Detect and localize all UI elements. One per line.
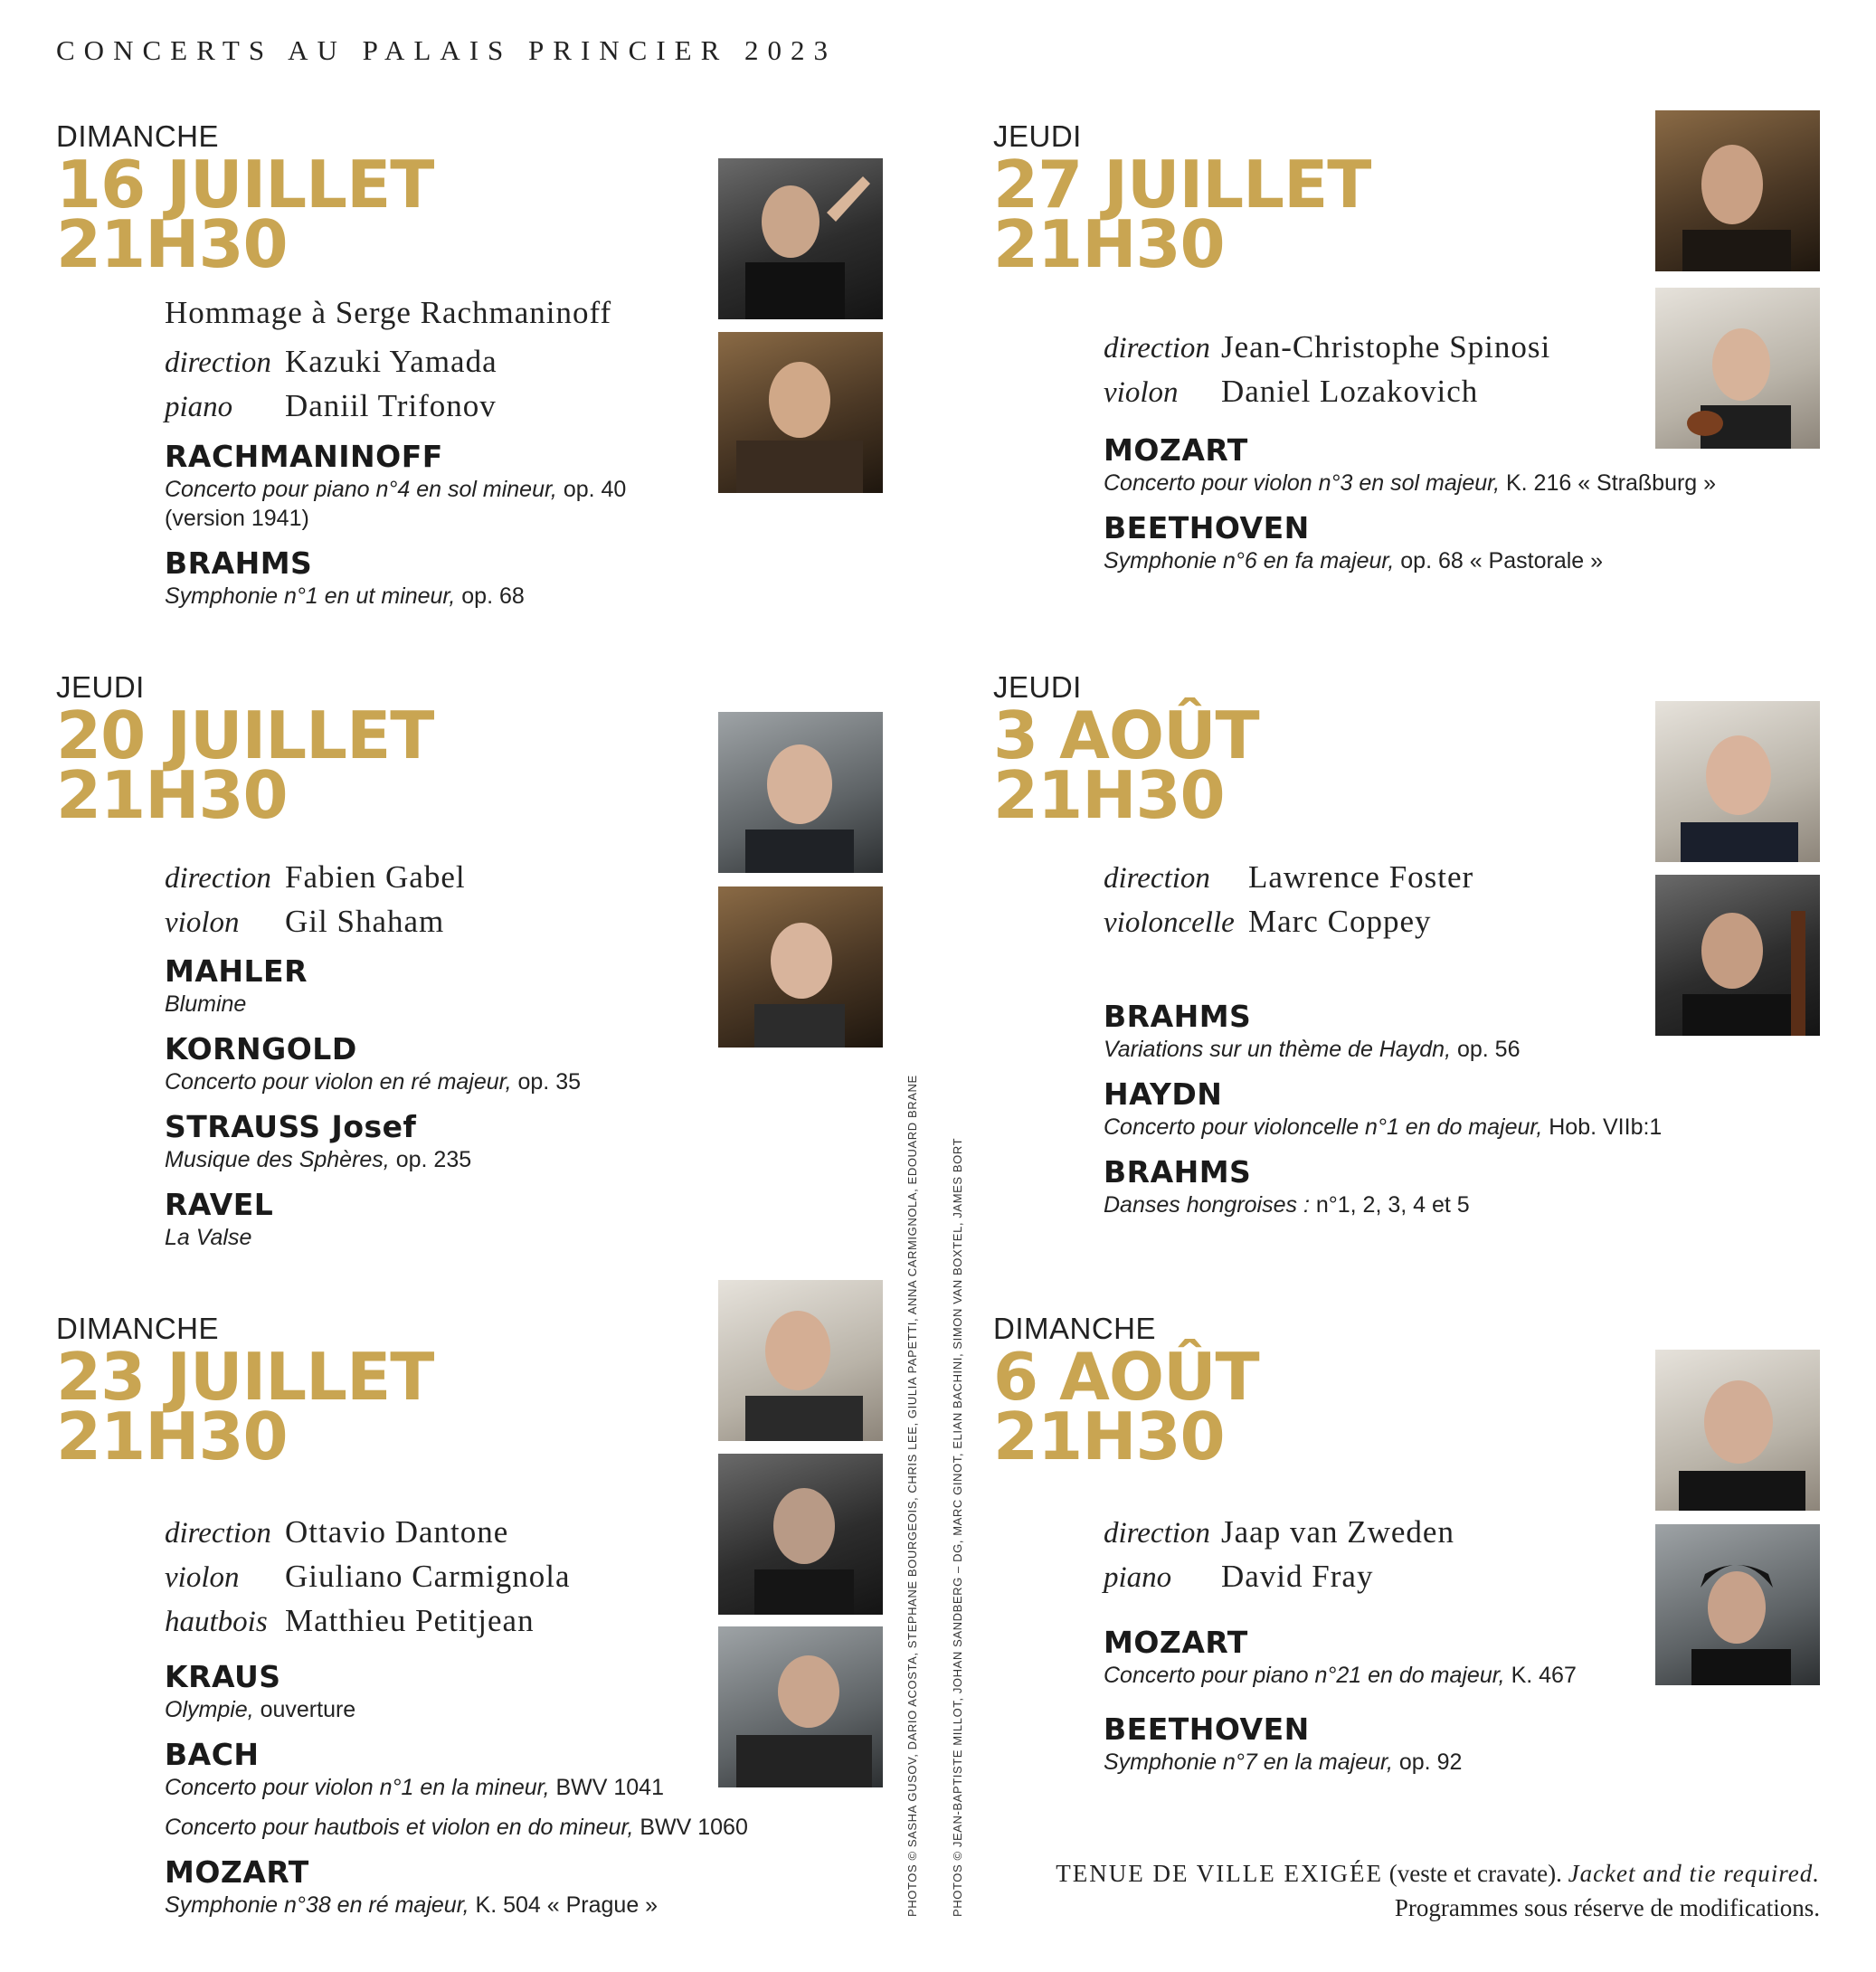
work — [165, 1737, 748, 1842]
performer-name: Ottavio Dantone — [285, 1514, 509, 1550]
violinist-photo — [1655, 288, 1820, 449]
performer-name: Gil Shaham — [285, 904, 445, 939]
performer-name: Fabien Gabel — [285, 859, 466, 895]
performer-role: direction — [1104, 332, 1210, 365]
work — [165, 1031, 581, 1096]
concert-day: JEUDI — [56, 670, 145, 704]
concert-time: 21H30 — [993, 206, 1225, 282]
piece: Musique des Sphères, op. 235 — [165, 1147, 472, 1172]
conductor-photo — [1655, 110, 1820, 271]
composer: KRAUS — [165, 1659, 281, 1694]
program — [1104, 999, 1662, 1232]
concert-time: 21H30 — [993, 1398, 1225, 1474]
performer-role: direction — [165, 1517, 271, 1550]
page-header: CONCERTS AU PALAIS PRINCIER 2023 — [56, 34, 838, 66]
concert-20-juillet — [56, 670, 434, 833]
work — [1104, 1154, 1662, 1219]
piece: Blumine — [165, 991, 247, 1017]
composer: RAVEL — [165, 1187, 274, 1222]
performer-name: Jean-Christophe Spinosi — [1221, 329, 1551, 365]
concert-3-aout — [993, 670, 1259, 833]
performer-name: Daniil Trifonov — [285, 388, 497, 423]
oboist-photo — [718, 1626, 883, 1787]
program-notice: Programmes sous réserve de modifications. — [1394, 1894, 1820, 1921]
performer-name: Matthieu Petitjean — [285, 1603, 535, 1638]
performer-row — [165, 1511, 570, 1555]
work — [165, 1854, 748, 1920]
concert-time: 21H30 — [56, 206, 288, 282]
dress-code-caps: TENUE DE VILLE EXIGÉE — [1056, 1860, 1383, 1887]
composer: BEETHOVEN — [1104, 510, 1310, 545]
performers — [1104, 326, 1550, 414]
piece: Symphonie n°1 en ut mineur, op. 68 — [165, 583, 525, 609]
cellist-photo — [1655, 875, 1820, 1036]
performers — [165, 295, 611, 429]
concert-6-aout — [993, 1312, 1259, 1474]
concert-27-juillet — [993, 119, 1371, 282]
violinist-photo — [718, 1454, 883, 1615]
piece: Symphonie n°7 en la majeur, op. 92 — [1104, 1749, 1463, 1775]
performer-name: Giuliano Carmignola — [285, 1559, 571, 1594]
performer-role: violon — [165, 906, 240, 939]
dress-code-english: Jacket and tie required. — [1568, 1860, 1820, 1887]
work — [1104, 432, 1716, 498]
piece: (version 1941) — [165, 506, 309, 531]
photo-credits-2: PHOTOS © JEAN-BAPTISTE MILLOT, JOHAN SANDBERG – DG, MARC GINOT, ELIAN BACHINI, SIMON VAN BOXTEL, JAMES BORT — [951, 1137, 964, 1917]
work — [165, 439, 626, 533]
composer: KORNGOLD — [165, 1031, 357, 1067]
concert-date: 6 AOÛT — [993, 1339, 1259, 1415]
performer-row — [1104, 370, 1550, 414]
piece: Concerto pour hautbois et violon en do mineur, BWV 1060 — [165, 1815, 748, 1840]
pianist-photo — [718, 332, 883, 493]
concert-title: Hommage à Serge Rachmaninoff — [165, 295, 612, 330]
work — [1104, 510, 1716, 575]
performer-row — [1104, 900, 1473, 944]
piece: Concerto pour piano n°4 en sol mineur, op. 40 — [165, 477, 627, 502]
violinist-photo — [718, 886, 883, 1048]
program — [165, 953, 581, 1265]
concert-date: 20 JUILLET — [56, 697, 434, 773]
composer: RACHMANINOFF — [165, 439, 443, 474]
conductor-photo — [718, 712, 883, 873]
piece: Variations sur un thème de Haydn, op. 56 — [1104, 1037, 1521, 1062]
performer-role: direction — [165, 862, 271, 895]
performer-row — [165, 1555, 570, 1599]
performer-name: Lawrence Foster — [1248, 859, 1474, 895]
composer: BRAHMS — [165, 545, 313, 581]
program — [1104, 1625, 1577, 1789]
concert-23-juillet — [56, 1312, 434, 1474]
piece: Olympie, ouverture — [165, 1697, 356, 1722]
performer-role: direction — [1104, 1517, 1210, 1550]
performer-role: direction — [1104, 862, 1210, 895]
concert-day: DIMANCHE — [993, 1312, 1157, 1345]
piece: Concerto pour violon n°3 en sol majeur, K. 216 « Straßburg » — [1104, 470, 1717, 496]
work — [165, 1187, 581, 1252]
concert-day: JEUDI — [993, 119, 1082, 153]
pianist-photo — [1655, 1524, 1820, 1685]
concert-time: 21H30 — [56, 757, 288, 833]
performer-role: piano — [165, 391, 233, 423]
program — [165, 1659, 748, 1932]
concert-time: 21H30 — [993, 757, 1225, 833]
concert-date: 3 AOÛT — [993, 697, 1259, 773]
piece: Symphonie n°6 en fa majeur, op. 68 « Pastorale » — [1104, 548, 1604, 574]
work — [165, 1109, 581, 1174]
performers — [165, 856, 466, 944]
composer: STRAUSS Josef — [165, 1109, 417, 1144]
work — [1104, 1076, 1662, 1142]
performer-role: violon — [1104, 376, 1179, 409]
conductor-photo — [1655, 701, 1820, 862]
piece: Concerto pour piano n°21 en do majeur, K. 467 — [1104, 1663, 1577, 1688]
performer-row — [1104, 1555, 1454, 1599]
dress-code-rest: (veste et cravate). — [1382, 1860, 1568, 1887]
dress-code-line — [1056, 1856, 1820, 1891]
piece: Concerto pour violon n°1 en la mineur, BWV 1041 — [165, 1775, 664, 1800]
dress-code-notice — [1056, 1856, 1820, 1925]
performer-row — [1104, 326, 1550, 370]
performers — [1104, 856, 1473, 944]
performer-role: violon — [165, 1561, 240, 1594]
piece: Concerto pour violon en ré majeur, op. 35 — [165, 1069, 581, 1095]
composer: MAHLER — [165, 953, 308, 989]
photo-credits-1: PHOTOS © SASHA GUSOV, DARIO ACOSTA, STEPHANE BOURGEOIS, CHRIS LEE, GIULIA PAPETTI, ANNA CARMIGNOLA, EDOUARD BRANE — [905, 1075, 919, 1917]
performer-name: Jaap van Zweden — [1221, 1514, 1454, 1550]
composer: MOZART — [1104, 1625, 1248, 1660]
concert-date: 27 JUILLET — [993, 147, 1371, 223]
performer-row — [165, 384, 611, 429]
performers — [165, 1511, 570, 1644]
performer-name: Daniel Lozakovich — [1221, 374, 1479, 409]
composer: BRAHMS — [1104, 1154, 1252, 1190]
performer-role: hautbois — [165, 1606, 268, 1638]
work — [1104, 1711, 1577, 1777]
performer-role: piano — [1104, 1561, 1172, 1594]
concert-day: DIMANCHE — [56, 1312, 220, 1345]
piece: La Valse — [165, 1225, 252, 1250]
work — [165, 1659, 748, 1724]
performer-row — [1104, 1511, 1454, 1555]
performer-row — [165, 856, 466, 900]
concert-day: DIMANCHE — [56, 119, 220, 153]
composer: BRAHMS — [1104, 999, 1252, 1034]
program — [165, 439, 626, 623]
composer: MOZART — [165, 1854, 309, 1890]
work — [165, 953, 581, 1019]
composer: BACH — [165, 1737, 260, 1772]
performer-row — [1104, 856, 1473, 900]
work — [165, 545, 626, 611]
performers — [1104, 1511, 1454, 1599]
composer: MOZART — [1104, 432, 1248, 468]
performer-name: David Fray — [1221, 1559, 1374, 1594]
concert-date: 23 JUILLET — [56, 1339, 434, 1415]
concert-time: 21H30 — [56, 1398, 288, 1474]
conductor-photo — [718, 1280, 883, 1441]
concert-date: 16 JUILLET — [56, 147, 434, 223]
performer-row — [165, 900, 466, 944]
performer-name: Marc Coppey — [1248, 904, 1432, 939]
piece: Concerto pour violoncelle n°1 en do majeur, Hob. VIIb:1 — [1104, 1114, 1663, 1140]
conductor-photo — [1655, 1350, 1820, 1511]
piece: Symphonie n°38 en ré majeur, K. 504 « Prague » — [165, 1892, 658, 1918]
composer: BEETHOVEN — [1104, 1711, 1310, 1747]
performer-role: direction — [165, 346, 271, 379]
concert-day: JEUDI — [993, 670, 1082, 704]
program — [1104, 432, 1716, 588]
work — [1104, 1625, 1577, 1690]
concert-16-juillet — [56, 119, 434, 282]
performer-name: Kazuki Yamada — [285, 344, 497, 379]
piece: Danses hongroises : n°1, 2, 3, 4 et 5 — [1104, 1192, 1470, 1218]
composer: HAYDN — [1104, 1076, 1223, 1112]
performer-row — [165, 340, 611, 384]
performer-role: violoncelle — [1104, 906, 1235, 939]
conductor-photo — [718, 158, 883, 319]
work — [1104, 999, 1662, 1064]
performer-row — [165, 1599, 570, 1644]
